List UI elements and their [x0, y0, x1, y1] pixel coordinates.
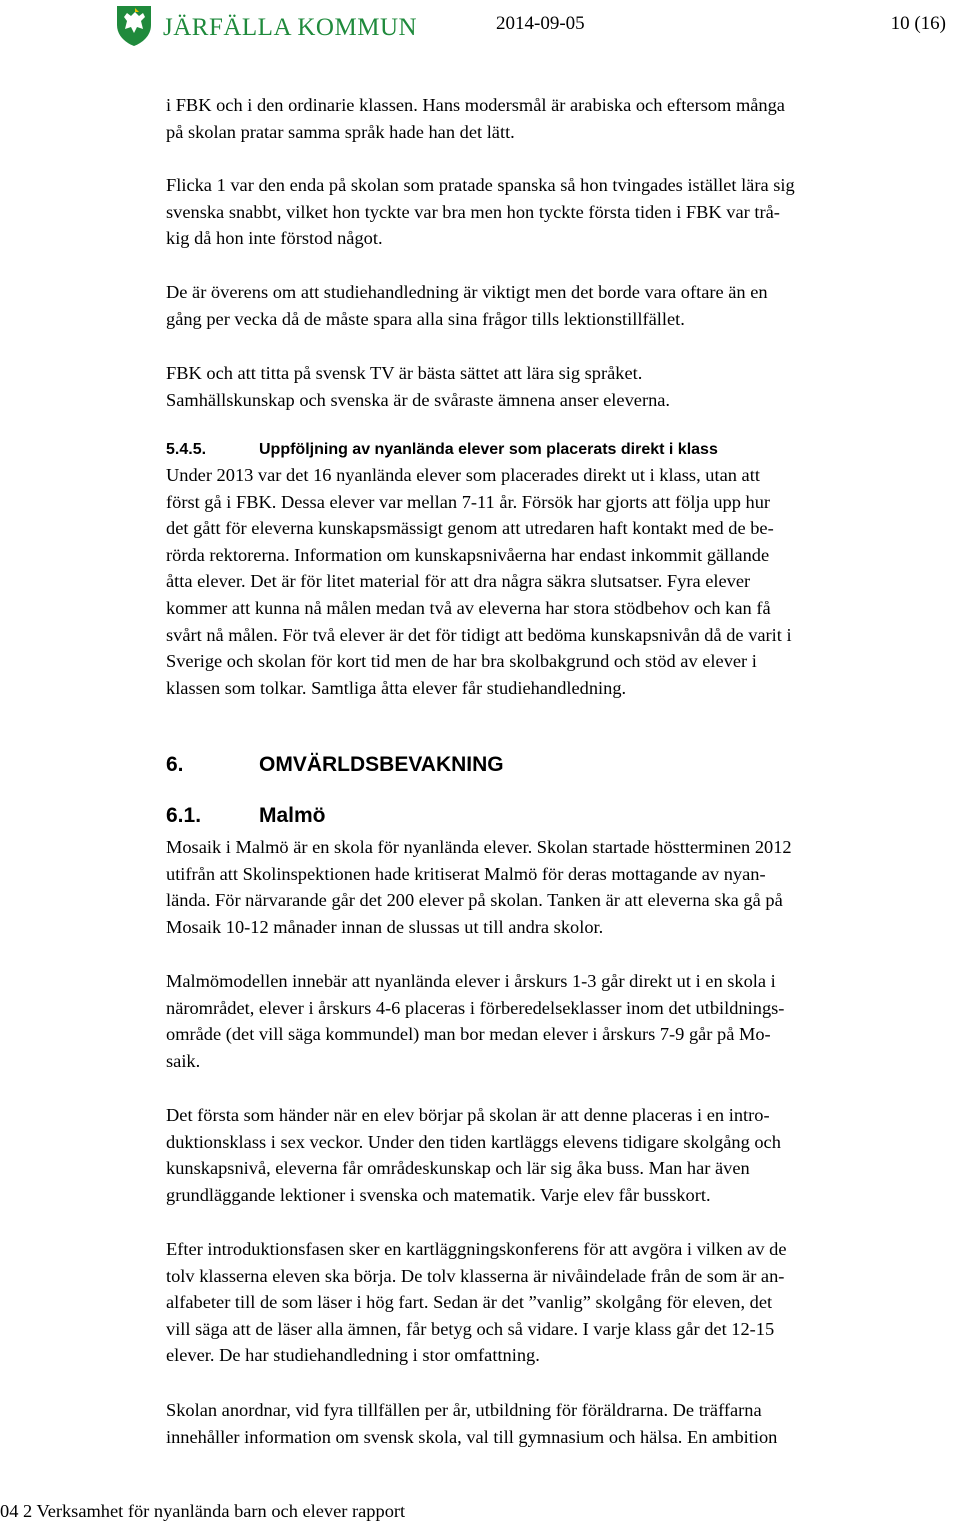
paragraph: i FBK och i den ordinarie klassen. Hans modersmål är arabiska och eftersom många på skolan pratar samma språk hade han det lätt. — [166, 95, 785, 142]
coat-of-arms-icon — [115, 3, 418, 47]
section-heading-6-1: 6.1. Malmö — [166, 804, 326, 827]
page-footer: 04 2 Verksamhet för nyanlända barn och elever rapport — [0, 1501, 406, 1521]
paragraph: FBK och att titta på svensk TV är bästa sättet att lära sig språket. Samhällskunskap och svenska är de svåraste ämnena anser eleverna. — [166, 363, 671, 410]
svg-text:JÄRFÄLLA KOMMUN: JÄRFÄLLA KOMMUN — [163, 14, 418, 41]
document-date: 2014-09-05 — [496, 13, 585, 34]
paragraph: Det första som händer när en elev börjar på skolan är att denne placeras i en intro- duktionsklass i sex veckor. Under den tiden kartläggs elevens tidigare skolgång och kunskapsnivå, eleverna får områdeskunskap och lär sig åka buss. Man har även grundläggande lektioner i svenska och matematik. Varje elev får busskort. — [166, 1105, 781, 1205]
jarfalla-logo — [115, 3, 418, 47]
section-heading-5-4-5: 5.4.5. Uppföljning av nyanlända elever som placerats direkt i klass — [166, 441, 718, 458]
paragraph: Flicka 1 var den enda på skolan som pratade spanska så hon tvingades istället lära sig svenska snabbt, vilket hon tyckte var bra men hon tyckte första tiden i FBK var trå- kig då hon inte förstod något. — [166, 175, 795, 249]
paragraph: Efter introduktionsfasen sker en kartläggningskonferens för att avgöra i vilken av de tolv klasserna eleven ska börja. De tolv klasserna är nivåindelade från de som är an- alfabeter till de som läser i hög fart. Sedan är det ”vanlig” skolgång för eleven, det vill säga att de läser alla ämnen, får betyg och så vidare. I varje klass går det 12-15 elever. De har studiehandledning i stor omfattning. — [166, 1239, 787, 1366]
paragraph: Malmömodellen innebär att nyanlända elever i årskurs 1-3 går direkt ut i en skola i närområdet, elever i årskurs 4-6 placeras i förberedelseklasser inom det utbildnings- område (det vill säga kommundel) man bor medan elever i årskurs 7-9 går på Mo- saik. — [166, 971, 785, 1071]
page-number: 10 (16) — [890, 13, 946, 34]
paragraph: De är överens om att studiehandledning är viktigt men det borde vara oftare än en gång per vecka då de måste spara alla sina frågor tills lektionstillfället. — [166, 282, 768, 329]
paragraph: Skolan anordnar, vid fyra tillfällen per år, utbildning för föräldrarna. De träffarna innehåller information om svensk skola, val till gymnasium och hälsa. En ambition — [166, 1400, 778, 1447]
paragraph: Under 2013 var det 16 nyanlända elever som placerades direkt ut i klass, utan att först gå i FBK. Dessa elever var mellan 7-11 år. Försök har gjorts att följa upp hur det gått för eleverna kunskapsmässigt genom att utredaren haft kontakt med de be- rörda rektorerna. Information om kunskapsnivåerna har endast inkommit gällande åtta elever. Det är för litet material för att dra några säkra slutsatser. Fyra elever kommer att kunna nå målen medan två av eleverna har stora stödbehov och kan få svårt nå målen. För två elever är det för tidigt att bedöma kunskapsnivån då de varit i Sverige och skolan för kort tid men de har bra skolbakgrund och stöd av elever i klassen som tolkar. Samtliga åtta elever får studiehandledning. — [166, 465, 792, 698]
chapter-heading-6: 6. OMVÄRLDSBEVAKNING — [166, 753, 504, 776]
paragraph: Mosaik i Malmö är en skola för nyanlända elever. Skolan startade höstterminen 2012 utifrån att Skolinspektionen hade kritiserat Malmö för deras mottagande av nyan- lända. För närvarande går det 200 elever på skolan. Tanken är att eleverna ska gå på Mosaik 10-12 månader innan de slussas ut till andra skolor. — [166, 837, 792, 937]
